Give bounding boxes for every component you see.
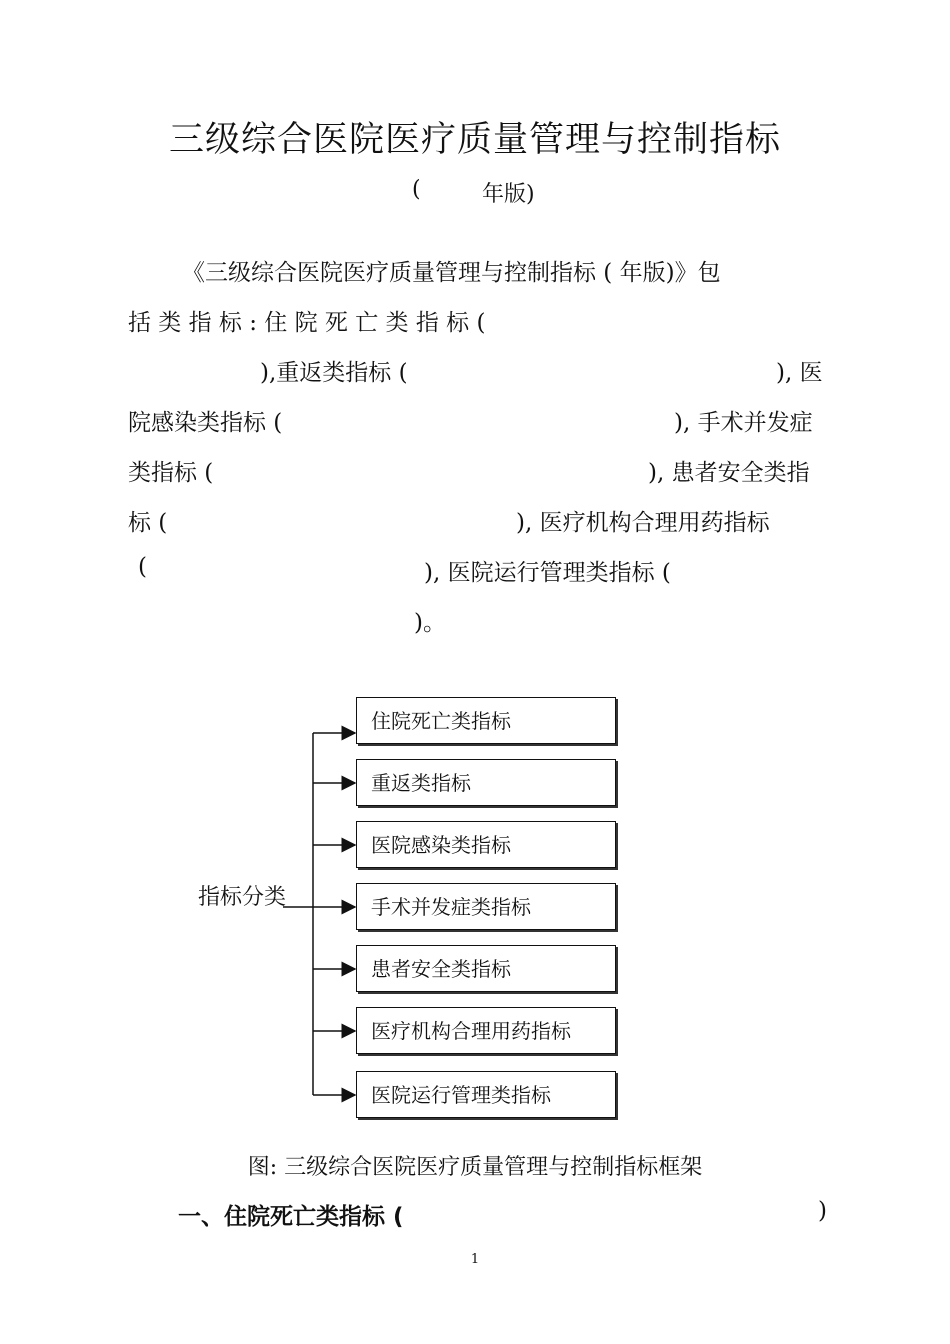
category-box-hospital-operations: 医院运行管理类指标 <box>356 1071 616 1118</box>
paragraph-line: 括 类 指 标 : 住 院 死 亡 类 指 标 ( <box>128 310 486 336</box>
paragraph-line: ), 医疗机构合理用药指标 <box>516 510 770 536</box>
paragraph-line: ), 医 <box>776 360 823 386</box>
category-box-patient-safety: 患者安全类指标 <box>356 945 616 992</box>
page-number: 1 <box>470 1252 480 1267</box>
paragraph-line: ), 患者安全类指 <box>648 460 810 486</box>
section-heading-close: ) <box>818 1198 827 1224</box>
category-box-readmission: 重返类指标 <box>356 759 616 806</box>
paragraph-line: ), 手术并发症 <box>674 410 813 436</box>
diagram-caption: 图: 三级综合医院医疗质量管理与控制指标框架 <box>247 1155 703 1180</box>
document-title: 三级综合医院医疗质量管理与控制指标 <box>168 120 781 160</box>
paragraph-line: 院感染类指标 ( <box>128 410 283 436</box>
section-heading: 一、住院死亡类指标 ( <box>178 1204 404 1230</box>
paragraph-line: 标 ( <box>128 510 168 536</box>
category-box-inpatient-mortality: 住院死亡类指标 <box>356 697 616 744</box>
paragraph-line: ( <box>138 554 147 580</box>
subtitle-year-label: 年版) <box>482 182 535 207</box>
paragraph-line: 类指标 ( <box>128 460 214 486</box>
category-box-rational-drug-use: 医疗机构合理用药指标 <box>356 1007 616 1054</box>
subtitle-open-paren: ( <box>412 177 421 202</box>
category-box-hospital-infection: 医院感染类指标 <box>356 821 616 868</box>
paragraph-line: 《三级综合医院医疗质量管理与控制指标 ( 年版)》包 <box>182 260 721 286</box>
paragraph-line: ), 医院运行管理类指标 ( <box>424 560 671 586</box>
paragraph-line: ),重返类指标 ( <box>260 360 408 386</box>
category-box-surgical-complication: 手术并发症类指标 <box>356 883 616 930</box>
diagram-root-label: 指标分类 <box>198 885 287 910</box>
paragraph-line: )。 <box>414 610 446 636</box>
